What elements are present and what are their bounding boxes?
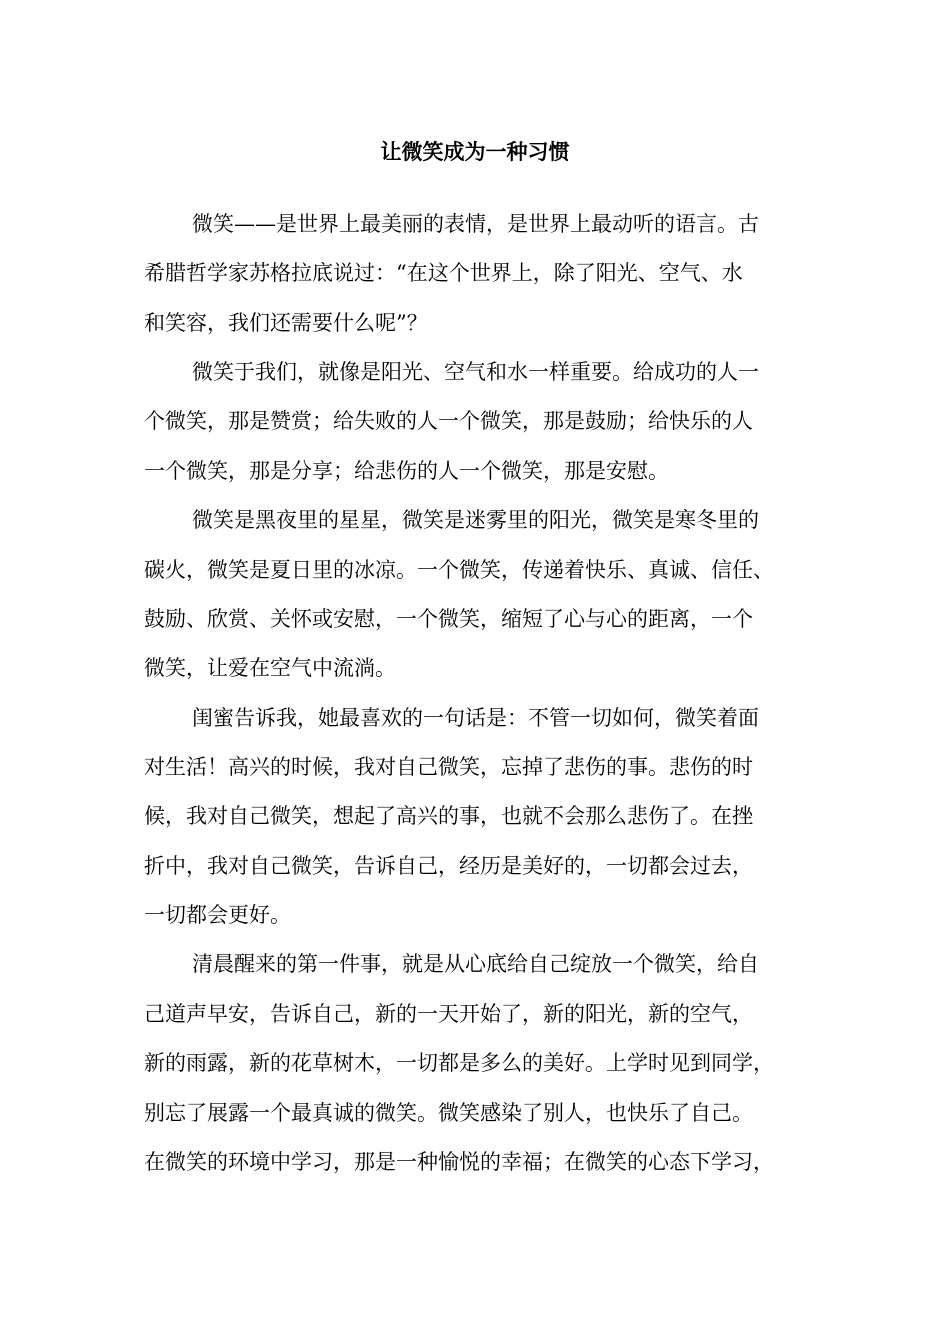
paragraph-2-line-1: 微笑于我们，就像是阳光、空气和水一样重要。给成功的人一 bbox=[192, 360, 759, 384]
paragraph-3-line-2: 碳火，微笑是夏日里的冰凉。一个微笑，传递着快乐、真诚、信任、 bbox=[144, 558, 774, 582]
paragraph-5-line-3: 新的雨露，新的花草树木，一切都是多么的美好。上学时见到同学， bbox=[144, 1051, 774, 1075]
paragraph-4-line-2: 对生活！高兴的时候，我对自己微笑，忘掉了悲伤的事。悲伤的时 bbox=[144, 755, 753, 779]
paragraph-2-line-2: 个微笑，那是赞赏；给失败的人一个微笑，那是鼓励；给快乐的人 bbox=[144, 409, 753, 433]
paragraph-5-line-2: 己道声早安，告诉自己，新的一天开始了，新的阳光，新的空气， bbox=[144, 1002, 753, 1026]
paragraph-1-line-2: 希腊哲学家苏格拉底说过：“在这个世界上，除了阳光、空气、水 bbox=[144, 261, 743, 285]
paragraph-4-line-4: 折中，我对自己微笑，告诉自己，经历是美好的，一切都会过去， bbox=[144, 854, 753, 878]
paragraph-5-line-5: 在微笑的环境中学习，那是一种愉悦的幸福；在微笑的心态下学习， bbox=[144, 1150, 774, 1174]
paragraph-1-line-3: 和笑容，我们还需要什么呢”？ bbox=[144, 311, 428, 335]
paragraph-4-line-3: 候，我对自己微笑，想起了高兴的事，也就不会那么悲伤了。在挫 bbox=[144, 804, 753, 828]
paragraph-4-line-1: 闺蜜告诉我，她最喜欢的一句话是：不管一切如何，微笑着面 bbox=[192, 706, 759, 730]
document-title: 让微笑成为一种习惯 bbox=[380, 139, 570, 164]
paragraph-1-line-1: 微笑——是世界上最美丽的表情，是世界上最动听的语言。古 bbox=[192, 212, 759, 236]
paragraph-5-line-1: 清晨醒来的第一件事，就是从心底给自己绽放一个微笑，给自 bbox=[192, 952, 759, 976]
paragraph-4-line-5: 一切都会更好。 bbox=[144, 903, 291, 927]
paragraph-5-line-4: 别忘了展露一个最真诚的微笑。微笑感染了别人，也快乐了自己。 bbox=[144, 1101, 753, 1125]
paragraph-3-line-4: 微笑，让爱在空气中流淌。 bbox=[144, 656, 396, 680]
paragraph-2-line-3: 一个微笑，那是分享；给悲伤的人一个微笑，那是安慰。 bbox=[144, 459, 669, 483]
paragraph-3-line-1: 微笑是黑夜里的星星，微笑是迷雾里的阳光，微笑是寒冬里的 bbox=[192, 508, 759, 532]
paragraph-3-line-3: 鼓励、欣赏、关怀或安慰，一个微笑，缩短了心与心的距离，一个 bbox=[144, 607, 753, 631]
